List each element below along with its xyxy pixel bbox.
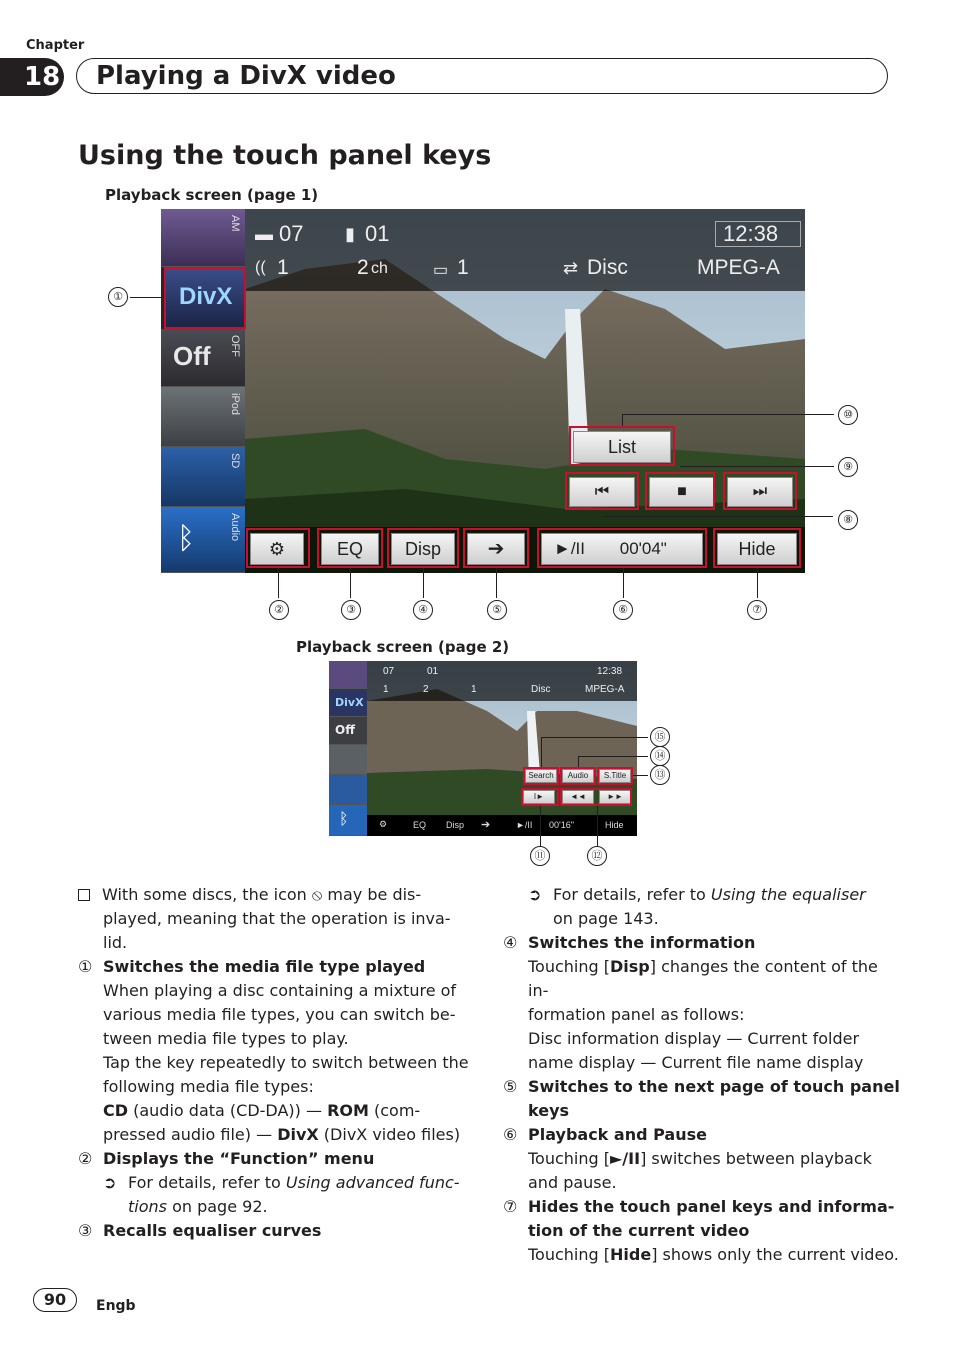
cd-term: CD [103,1101,129,1120]
divx-term: DivX [277,1125,319,1144]
note-line-3: lid. [103,933,128,952]
callout-number-13: ⑬ [650,765,670,785]
clock-small: 12:38 [597,666,623,677]
item-1-line-5: following media file types: [103,1077,314,1096]
item-5-heading [503,1075,903,1099]
item-6-a: Touching [ [528,1149,610,1168]
cd-desc: (audio data (CD-DA)) — [128,1101,328,1120]
callout-number-10: ⑩ [838,405,858,425]
search-key[interactable]: Search [525,769,557,783]
gear-icon-small: ⚙ [379,819,388,829]
source-sidebar-small [329,661,367,836]
channels-small: 2 [423,684,429,695]
source-tile-ipod-small[interactable] [329,745,367,775]
chapter-title: Playing a DivX video [96,61,396,91]
callout-box-11 [521,788,559,806]
item-3-line-1 [503,883,903,907]
item-5-number: ⑤ [503,1077,518,1096]
callout-number-2: ② [269,600,289,620]
note-text-1: With some discs, the icon ⦸ may be dis- [102,885,422,904]
page-number: 90 [33,1288,77,1312]
ref-2-link-cont[interactable]: tions [128,1197,167,1216]
item-7-heading [503,1195,903,1219]
clock: 12:38 [723,221,779,246]
arrow-right-icon-small[interactable]: ➔ [481,819,491,831]
callout-number-8: ⑧ [838,510,858,530]
source-tile-sd-small[interactable] [329,775,367,805]
leader-line-15v [541,737,542,767]
item-4-line-1 [503,955,903,1003]
language-code: Engb [96,1298,136,1314]
source-tile-off[interactable] [161,329,245,387]
callout-box-4 [387,528,459,568]
elapsed-time: 00'04" [619,539,667,558]
source-label-sd: SD [229,453,241,469]
file-number-small: 01 [427,666,439,677]
note-line-2: played, meaning that the operation is inva- [103,909,451,928]
item-3-line-2: on page 143. [553,909,659,928]
item-6-b: ] switches between playback [640,1149,872,1168]
note-checkbox-icon [78,889,90,901]
source-tile-bt-audio[interactable] [161,507,245,573]
note-line-1 [78,883,478,907]
file-icon: ▮ [345,224,355,244]
rewind-icon: ◄◄ [570,792,586,801]
folder-number-small: 07 [383,666,395,677]
item-5-heading-cont: keys [528,1101,570,1120]
leader-line-10h [622,414,834,415]
source-label-ipod: iPod [229,393,241,416]
screen1-caption: Playback screen (page 1) [105,186,319,204]
item-7-number: ⑦ [503,1197,518,1216]
ref-3-text: For details, refer to [553,885,711,904]
item-1-line-6 [78,1099,478,1123]
item-1-heading [78,955,478,979]
leader-line-6 [623,568,624,598]
callout-number-15: ⑮ [650,727,670,747]
callout-number-5: ⑤ [487,600,507,620]
item-2-title: Displays the “Function” menu [103,1149,375,1168]
play-pause-label: ►/II [554,539,585,558]
leader-line-15 [541,737,648,738]
repeat-icon: ⇄ [563,258,579,278]
callout-box-3 [317,528,383,568]
callout-box-13 [597,767,633,785]
item-4-title: Switches the information [528,933,756,952]
item-1-line-3: tween media file types to play. [103,1029,349,1048]
source-tile-bt-small[interactable] [329,805,367,836]
item-7-heading-cont: tion of the current video [528,1221,750,1240]
ref-2-link[interactable]: Using advanced func- [285,1173,460,1192]
callout-number-3: ③ [341,600,361,620]
callout-box-12 [560,788,632,806]
callout-number-1: ① [108,287,128,307]
callout-number-11: ⑪ [530,846,550,866]
callout-number-4: ④ [413,600,433,620]
bluetooth-icon-small: ᛒ [339,809,349,828]
leader-line-1 [130,297,164,298]
disp-term: Disp [610,957,650,976]
callout-box-5 [463,528,529,568]
item-4-line-4: name display — Current file name display [528,1053,864,1072]
hide-key-small[interactable]: Hide [605,820,624,830]
leader-line-4 [423,568,424,598]
section-title: Using the touch panel keys [78,140,492,171]
subtitle-track: 1 [457,256,469,279]
item-4-line-3: Disc information display — Current folder [528,1029,860,1048]
rom-term: ROM [327,1101,369,1120]
callout-box-1 [164,267,246,329]
eq-key-small[interactable]: EQ [413,820,427,830]
source-tile-am[interactable] [161,209,245,267]
audio-track-small: 1 [383,684,389,695]
callout-box-6 [537,528,707,568]
fast-forward-icon: ►► [607,792,623,801]
screen2-caption: Playback screen (page 2) [296,638,510,656]
playback-screen-page2 [329,661,637,836]
skip-back-icon: ⏮ [594,483,610,500]
callout-box-14 [560,767,596,785]
hide-key[interactable]: Hide [717,533,797,565]
item-1-title: Switches the media file type played [103,957,426,976]
eq-key[interactable]: EQ [321,533,379,565]
item-2-heading [78,1147,478,1171]
source-tile-off-small[interactable] [329,717,367,745]
rom-desc-cont: pressed audio file) — [103,1125,278,1144]
item-6-number: ⑥ [503,1125,518,1144]
item-1-line-2: various media file types, you can switch be- [103,1005,456,1024]
off-tile-label-small: Off [335,723,355,737]
item-6-heading [503,1123,903,1147]
item-6-line-1 [503,1147,903,1171]
item-1-line-1: When playing a disc containing a mixture of [103,981,457,1000]
folder-number: 07 [279,221,304,246]
playback-screen-page1 [161,209,805,573]
info-bar [245,209,805,291]
channels-unit: ch [371,260,388,277]
bluetooth-icon: ᛒ [177,521,195,556]
stop-icon: ■ [677,483,687,500]
leader-line-2 [278,568,279,598]
right-column [503,883,903,1267]
gear-icon: ⚙ [268,539,286,559]
leader-line-3 [350,568,351,598]
reference-arrow-icon: ➲ [103,1173,117,1192]
off-tile-label: Off [173,341,211,371]
source-sidebar [161,209,245,573]
item-7-title: Hides the touch panel keys and informa- [528,1197,895,1216]
source-tile-am-small[interactable] [329,661,367,689]
source-tile-divx-small[interactable] [329,689,367,717]
item-1-line-7 [78,1123,478,1147]
item-7-a: Touching [ [528,1245,610,1264]
format: MPEG-A [697,256,780,279]
play-pause-key-small[interactable]: ►/II [516,820,533,830]
callout-box-8b [723,472,797,510]
source-label-audio: Audio [229,513,241,542]
subtitle-icon: ▭ [433,262,449,279]
ref-3-link[interactable]: Using the equaliser [710,885,866,904]
leader-line-7 [757,568,758,598]
list-key[interactable]: List [573,431,671,463]
item-6-title: Playback and Pause [528,1125,707,1144]
item-2-number: ② [78,1149,93,1168]
item-1-number: ① [78,957,93,976]
audio-key[interactable]: Audio [562,769,594,783]
callout-box-8a [565,472,639,510]
item-4-b: ] changes the content of the in- [528,957,878,1000]
ref-2-text: For details, refer to [128,1173,286,1192]
leader-line-12 [597,806,598,846]
audio-icon: (( [255,259,266,276]
leader-line-13 [633,775,648,776]
divx-desc: (DivX video files) [318,1125,461,1144]
callout-box-15 [523,767,559,785]
leader-line-9 [680,466,834,467]
callout-number-14: ⑭ [650,746,670,766]
repeat-mode-small: Disc [531,684,551,695]
item-4-a: Touching [ [528,957,610,976]
callout-box-7 [713,528,801,568]
file-number: 01 [365,221,390,246]
play-pause-term: ►/II [610,1149,641,1168]
leader-line-14 [578,756,648,757]
disp-key-small[interactable]: Disp [446,820,465,830]
chapter-number: 18 [0,58,64,96]
item-6-line-2: and pause. [528,1173,617,1192]
callout-box-9 [645,472,715,510]
item-5-title: Switches to the next page of touch panel [528,1077,900,1096]
hide-term: Hide [610,1245,652,1264]
leader-line-5 [496,568,497,598]
item-2-line-2 [78,1195,478,1219]
callout-number-12: ⑫ [587,846,607,866]
info-bar-small [367,661,637,701]
item-1-line-4: Tap the key repeatedly to switch between the [103,1053,469,1072]
leader-line-11 [540,806,541,846]
source-tile-ipod[interactable] [161,387,245,447]
subtitle-track-small: 1 [471,684,477,695]
leader-line-8 [603,516,833,517]
divx-tile-label: DivX [179,283,233,310]
elapsed-time-small: 00'16" [549,820,574,830]
source-label-off: OFF [229,335,241,357]
frame-step-icon: I► [533,792,545,801]
leader-line-10 [622,414,623,426]
item-3-title: Recalls equaliser curves [103,1221,322,1240]
callout-number-7: ⑦ [747,600,767,620]
repeat-mode: Disc [587,256,628,279]
folder-icon: ▬ [255,224,273,244]
leader-line-14v [578,756,579,767]
item-7-b: ] shows only the current video. [651,1245,899,1264]
chapter-label: Chapter [26,38,85,53]
callout-box-2 [246,528,310,568]
item-3-heading [78,1219,478,1243]
format-small: MPEG-A [585,684,625,695]
ref-2-page: on page 92. [166,1197,268,1216]
item-4-heading [503,931,903,955]
stitle-key[interactable]: S.Title [599,769,631,783]
item-3-number: ③ [78,1221,93,1240]
item-7-line-1 [503,1243,903,1267]
arrow-right-icon: ➔ [487,538,505,560]
callout-box-10 [569,426,675,466]
source-tile-sd[interactable] [161,447,245,507]
left-column [78,883,478,1243]
item-4-number: ④ [503,933,518,952]
skip-forward-icon: ⏭ [752,483,768,500]
channels: 2 [357,256,369,279]
item-2-line-1 [78,1171,478,1195]
divx-tile-label-small: DivX [335,696,364,709]
reference-arrow-icon: ➲ [528,885,542,904]
callout-number-9: ⑨ [838,457,858,477]
disp-key[interactable]: Disp [391,533,455,565]
item-4-line-2: formation panel as follows: [528,1005,745,1024]
callout-number-6: ⑥ [613,600,633,620]
source-label-am: AM [229,215,241,232]
audio-track: 1 [277,256,289,279]
rom-desc: (com- [368,1101,421,1120]
